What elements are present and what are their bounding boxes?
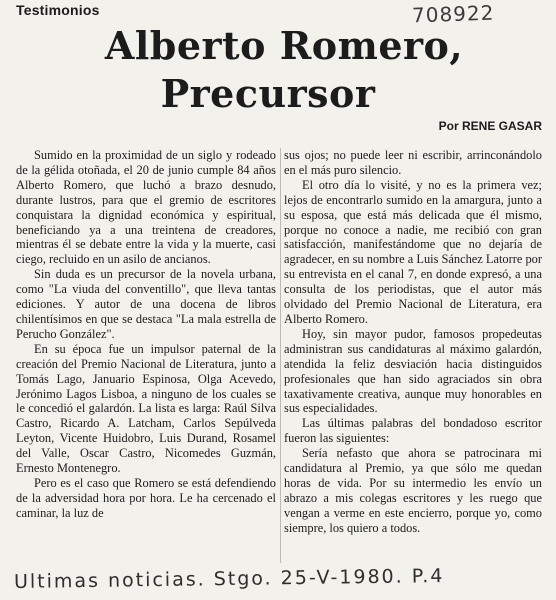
paragraph: En su época fue un impulsor paternal de la creación del Premio Nacional de Literatura, junto a Tomás Lago, Januario Espinosa, Olga Acevedo, Jerónimo Lagos Lisboa, a ninguno de los cuales se le concedió el galardón. La lista es larga: Raúl Silva Castro, Ricardo A. Latcham, Carlos Sepúlveda Leyton, Vicente Huidobro, Luis Durand, Rosamel del Valle, Oscar Castro, Nicomedes Guzmán, Ernesto Montenegro. [16,341,276,476]
paragraph: Sin duda es un precursor de la novela urbana, como "La viuda del conventillo", que lleva tantas ediciones. Y autor de una docena de libros chilentísimos en que se destaca "La mala estrella de Perucho González". [16,267,276,341]
archive-number: 708922 [411,0,495,28]
section-label: Testimonios [16,2,100,18]
paragraph: Sumido en la proximidad de un siglo y rodeado de la gélida otoñada, el 20 de junio cumple 84 años Alberto Romero, que luchó a brazo desnudo, durante lustros, para que el gremio de escritores conquistara la dignidad económica y espiritual, beneficiando ya a una treintena de creadores, mientras él se debate entre la vida y la muerte, casi ciego, recluido en un asilo de ancianos. [16,148,276,267]
article-title-line-2: Precursor [160,71,376,116]
paragraph: sus ojos; no puede leer ni escribir, arrinconándolo en el más puro silencio. [284,148,542,177]
paragraph: Pero es el caso que Romero se está defendiendo de la adversidad hora por hora. Le ha cercenado el caminar, la luz de [16,475,276,520]
handwritten-source-note: Ultimas noticias. Stgo. 25-V-1980. P.4 [13,564,445,594]
paragraph: Las últimas palabras del bondadoso escritor fueron las siguientes: [284,416,542,446]
right-column [284,148,542,536]
byline: Por RENE GASAR [438,119,542,133]
paragraph: Sería nefasto que ahora se patrocinara mi candidatura al Premio, ya que sólo me quedan horas de vida. Por su intermedio les envío un abrazo a mis colegas escritores y les ruego que vengan a verme en este encierro, porque yo, como siempre, los quiero a todos. [284,446,542,535]
paragraph: El otro día lo visité, y no es la primera vez; lejos de encontrarlo sumido en la amargura, junto a su esposa, que está más delicada que él mismo, porque no conoce a nadie, me recibió con gran satisfacción, manifestándome que no dejaría de agradecer, en su nombre a Luis Sánchez Latorre por su entrevista en el canal 7, en donde expresó, a una consulta de los periodistas, que el autor más olvidado del Premio Nacional de Literatura, era Alberto Romero. [284,177,542,326]
column-divider [280,148,281,563]
left-column [16,148,276,521]
paragraph: Hoy, sin mayor pudor, famosos propedeutas administran sus candidaturas al máximo galardón, atendida la feliz desviación hacia distinguidos profesionales que han sido agraciados sin obra taxativamente creativa, aunque muy honorables en sus especialidades. [284,326,542,416]
article-title-line-1: Alberto Romero, [104,23,464,68]
